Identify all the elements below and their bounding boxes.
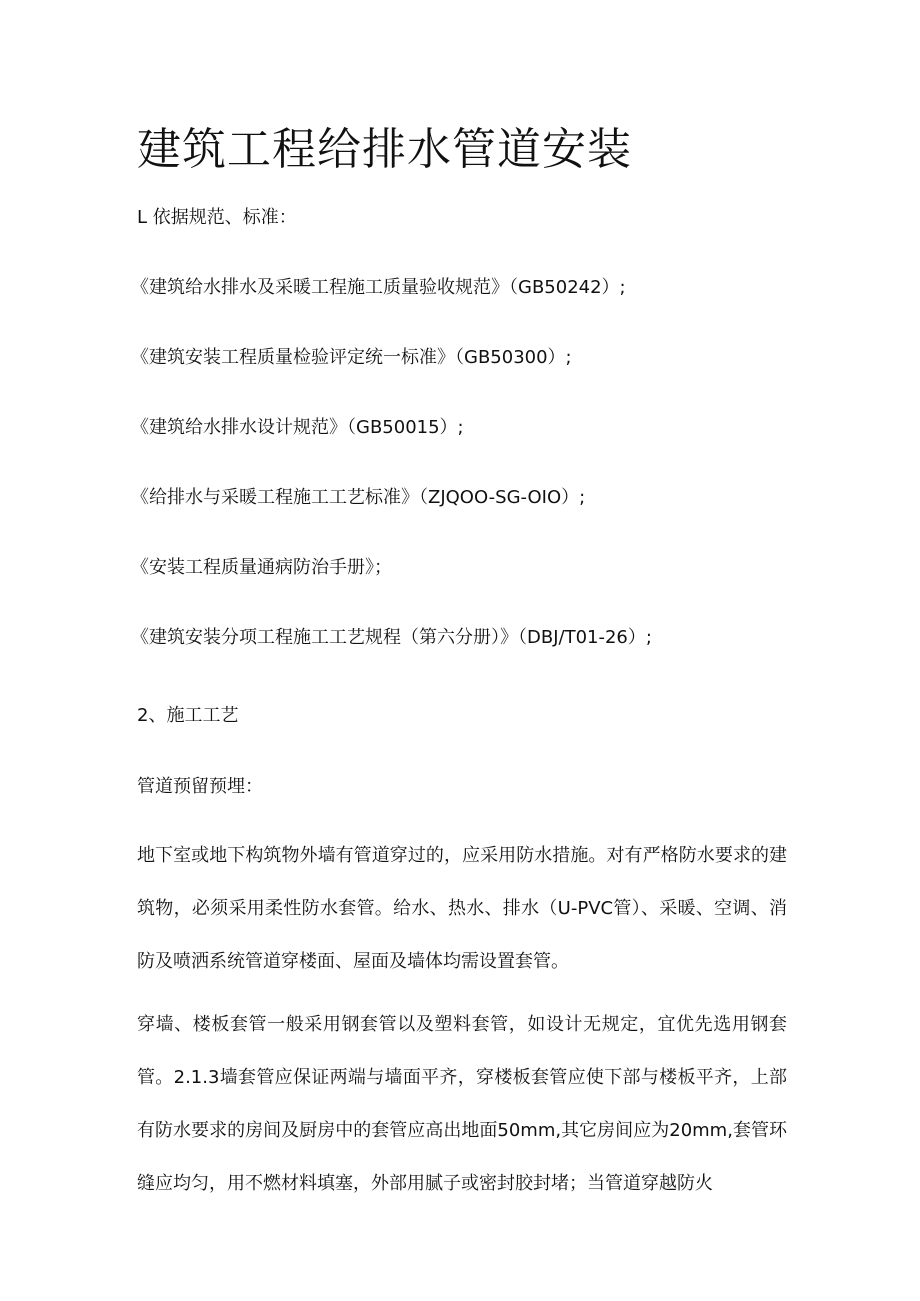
subsection-heading: 管道预留预埋：: [137, 776, 263, 797]
body-paragraph: 穿墙、楼板套管一般采用钢套管以及塑料套管，如设计无规定，宜优先选用钢套管。2.1.3墙套管应保证两端与墙面平齐，穿楼板套管应使下部与楼板平齐，上部有防水要求的房间及厨房中的套管应高出地面50mm,其它房间应为20mm,套管环缝应均匀，用不燃材料填塞，外部用腻子或密封胶封堵；当管道穿越防火: [137, 1014, 787, 1194]
reference-item: 《建筑安装分项工程施工工艺规程（第六分册）》（DBJ/T01-26）;: [131, 627, 652, 648]
section2-heading: 2、施工工艺: [137, 705, 239, 726]
reference-item: 《给排水与采暖工程施工工艺标准》（ZJQOO-SG-OIO）;: [131, 487, 586, 508]
reference-item: 《建筑给水排水及采暖工程施工质量验收规范》（GB50242）;: [131, 277, 626, 298]
section1-heading: L 依据规范、标准：: [137, 207, 297, 228]
reference-item: 《安装工程质量通病防治手册》；: [131, 557, 392, 578]
document-title: 建筑工程给排水管道安装: [137, 124, 632, 175]
reference-item: 《建筑安装工程质量检验评定统一标准》（GB50300）;: [131, 347, 572, 368]
body-paragraph: 地下室或地下构筑物外墙有管道穿过的，应采用防水措施。对有严格防水要求的建筑物，必须采用柔性防水套管。给水、热水、排水（U-PVC管）、采暖、空调、消防及喷洒系统管道穿楼面、屋面及墙体均需设置套管。: [137, 845, 787, 972]
reference-item: 《建筑给水排水设计规范》（GB50015）;: [131, 417, 464, 438]
